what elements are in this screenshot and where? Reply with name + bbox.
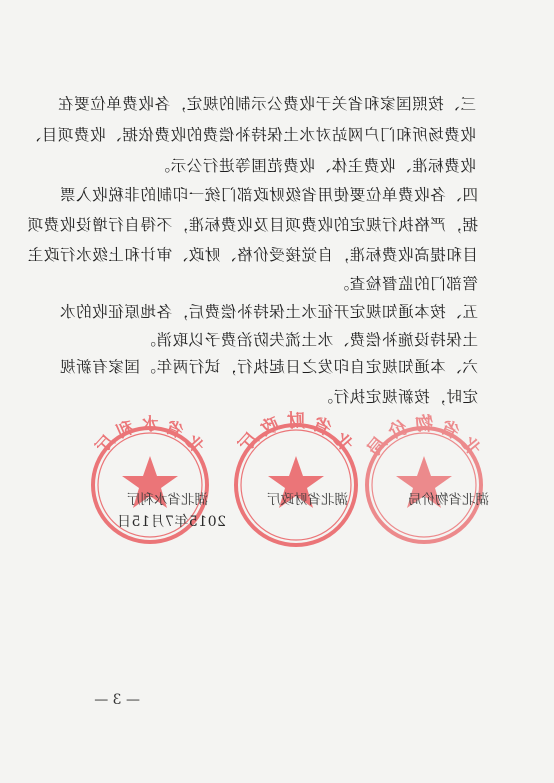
text-line: 收费标准、收费主体、收费范围等进行公示。 [153, 157, 476, 175]
text-line: 收费场所和门户网站对水土保持补偿费的收费依据、收费项目、 [25, 126, 476, 144]
text-line: 四、各收费单位要使用省级财政部门统一印制的非税收入票 [59, 186, 478, 204]
text-line: 管部门的监督检查。 [333, 275, 478, 293]
text-line: 据，严格执行规定的收费项目及收费标准，不得自行增设收费项 [27, 216, 478, 234]
text-line: 五、按本通知规定开征水土保持补偿费后，各地原征收的水 [59, 303, 478, 321]
seal-price-bureau [363, 413, 484, 542]
org-name-price-bureau: 湖北省物价局 [408, 492, 489, 508]
text-line: 土保持设施补偿费、水土流失防治费予以取消。 [139, 331, 478, 349]
text-line: 定时，按新规定执行。 [316, 388, 478, 406]
text-line: 三、按照国家和省关于收费公示制的规定，各收费单位要在 [57, 95, 476, 113]
issue-date: 2015年7月15日 [116, 514, 226, 530]
svg-text:北 省 物 价 局: 北 省 物 价 局 [363, 413, 485, 461]
svg-text:北 省 财 政 厅: 北 省 财 政 厅 [234, 411, 358, 457]
svg-text:北 省 水 利 厅: 北 省 水 利 厅 [92, 414, 208, 458]
text-line: 目和提高收费标准，自觉接受价格、财政、审计和上级水行政主 [27, 246, 478, 264]
org-name-water-resources: 湖北省水利厅 [127, 492, 208, 508]
seal-finance [235, 410, 357, 545]
text-line: 六、本通知规定自印发之日起执行，试行两年。国家有新规 [59, 358, 478, 376]
page-number: — 3 — [94, 692, 140, 708]
org-name-finance: 湖北省财政厅 [267, 492, 348, 508]
